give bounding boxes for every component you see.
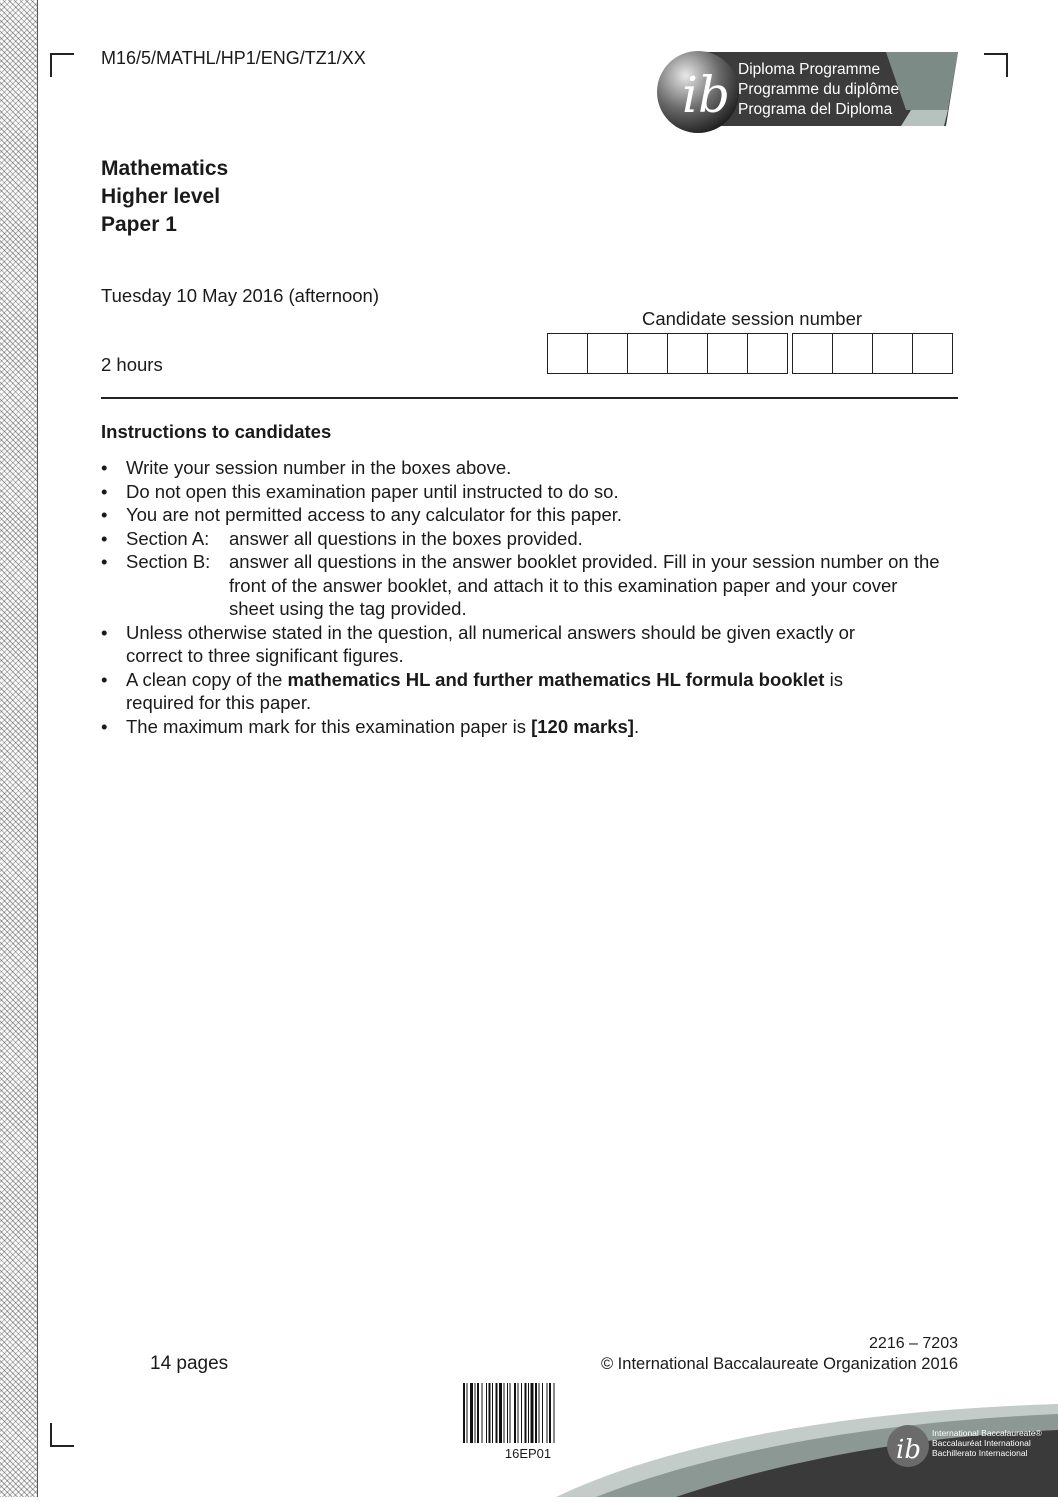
crop-mark-top-left [50, 53, 74, 77]
session-digit-box[interactable] [872, 333, 913, 374]
subject-level: Higher level [101, 185, 221, 208]
barcode-bar [482, 1383, 483, 1443]
barcode-bar [542, 1383, 543, 1443]
barcode-bar [535, 1383, 537, 1443]
max-marks: [120 marks] [531, 715, 634, 737]
session-digit-box[interactable] [707, 333, 748, 374]
instructions-heading: Instructions to candidates [101, 421, 332, 442]
barcode-bar [528, 1383, 529, 1443]
candidate-session-boxes[interactable] [547, 333, 953, 374]
paper-reference: 2216 – 7203 [869, 1335, 958, 1352]
barcode-bar [489, 1383, 491, 1443]
session-digit-box[interactable] [792, 333, 833, 374]
session-digit-box[interactable] [587, 333, 628, 374]
barcode-bar [477, 1383, 479, 1443]
org-line-1: International Baccalaureate® [932, 1428, 1042, 1438]
barcode-bar [496, 1383, 498, 1443]
barcode-bar [547, 1383, 548, 1443]
instruction-item: • Do not open this examination paper until instructed to do so. [101, 480, 961, 504]
barcode-bar [539, 1383, 540, 1443]
section-a-text: answer all questions in the boxes provided. [229, 527, 583, 549]
barcode-bar [549, 1383, 551, 1443]
svg-text:ib: ib [896, 1435, 921, 1465]
logo-line-3: Programa del Diploma [738, 101, 893, 118]
formula-booklet-name: mathematics HL and further mathematics HL formula booklet [287, 668, 825, 690]
page-count: 14 pages [150, 1353, 229, 1374]
instruction-item: • You are not permitted access to any calculator for this paper. [101, 503, 961, 527]
section-b-label: • Section B: [126, 551, 211, 572]
instruction-item-section-b [101, 550, 961, 621]
section-b-text: answer all questions in the answer booklet provided. Fill in your session number on the front of the answer booklet, and attach it to this examination paper and your cover sheet using the tag provided. [229, 551, 940, 619]
paper-number: Paper 1 [101, 213, 177, 236]
barcode-bar [467, 1383, 468, 1443]
binding-strip [0, 0, 38, 1497]
instruction-item: • A clean copy of the mathematics HL and further mathematics HL formula booklet is required for this paper. [101, 668, 961, 715]
instructions-list [101, 456, 961, 738]
copyright-notice: © International Baccalaureate Organization 2016 [600, 1355, 958, 1373]
barcode-bar [510, 1383, 511, 1443]
subject-title: Mathematics [101, 157, 229, 180]
logo-line-1: Diploma Programme [738, 61, 881, 78]
barcode-bar [514, 1383, 516, 1443]
session-digit-box[interactable] [667, 333, 708, 374]
section-a-label: • Section A: [126, 527, 210, 549]
barcode-bar [518, 1383, 519, 1443]
barcode-bar [554, 1383, 555, 1443]
barcode-bar [470, 1383, 473, 1443]
svg-text:ib: ib [682, 66, 730, 124]
barcode-bar [475, 1383, 476, 1443]
barcode-bar [486, 1383, 487, 1443]
instruction-item: • Write your session number in the boxes above. [101, 456, 961, 480]
session-digit-box[interactable] [832, 333, 873, 374]
instruction-item: • The maximum mark for this examination paper is [120 marks]. [101, 715, 961, 739]
subject-block [101, 155, 228, 239]
instruction-item-section-a [101, 527, 961, 551]
session-digit-box[interactable] [627, 333, 668, 374]
crop-mark-top-right [984, 53, 1008, 77]
barcode-label: 16EP01 [504, 1446, 552, 1461]
barcode-bar [531, 1383, 534, 1443]
candidate-session-label: Candidate session number [641, 308, 863, 329]
instruction-item: • Unless otherwise stated in the question, all numerical answers should be given exactly or correct to three significant figures. [101, 621, 961, 668]
exam-duration: 2 hours [101, 354, 163, 375]
crop-mark-bottom-left [50, 1423, 74, 1447]
logo-line-2: Programme du diplôme [738, 81, 900, 98]
ib-organization-logo [556, 1400, 1058, 1497]
paper-code: M16/5/MATHL/HP1/ENG/TZ1/XX [101, 48, 366, 68]
barcode-bar [507, 1383, 508, 1443]
diploma-programme-logo [656, 50, 958, 136]
session-digit-box[interactable] [912, 333, 953, 374]
barcode-bar [525, 1383, 527, 1443]
barcode-bar [504, 1383, 505, 1443]
org-line-2: Baccalauréat International [932, 1438, 1031, 1448]
org-line-3: Bachillerato Internacional [932, 1448, 1028, 1458]
session-digit-box[interactable] [547, 333, 588, 374]
barcode-bar [499, 1383, 502, 1443]
session-digit-box[interactable] [747, 333, 788, 374]
barcode-bar [492, 1383, 493, 1443]
barcode-bar [521, 1383, 522, 1443]
exam-date: Tuesday 10 May 2016 (afternoon) [101, 285, 380, 306]
barcode-bar [463, 1383, 465, 1443]
divider-rule [101, 397, 958, 399]
